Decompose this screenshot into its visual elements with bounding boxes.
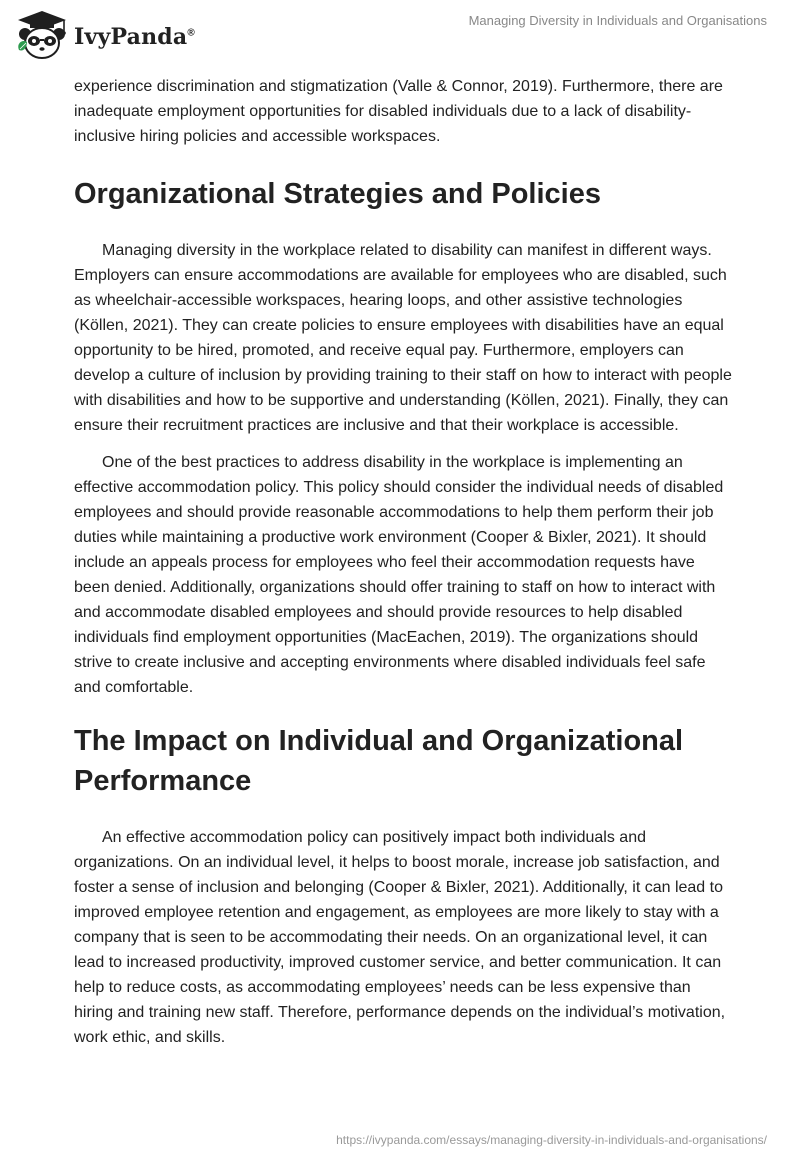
panda-graduate-icon — [14, 8, 70, 62]
paragraph: Managing diversity in the workplace related to disability can manifest in different ways. Employers can ensure accommodations are available for employees who are disabled, such as wheelchair-accessible workspaces, hearing loops, and other assistive technologies (Köllen, 2021). They can create policies to ensure employees with disabilities have an equal opportunity to be hired, promoted, and receive equal pay. Furthermore, employers can develop a culture of inclusion by providing training to their staff on how to interact with people with disabilities and how to be supportive and understanding (Köllen, 2021). Finally, they can ensure their recruitment practices are inclusive and that their workplace is accessible. — [74, 242, 732, 434]
paragraph: One of the best practices to address disability in the workplace is implementing an effective accommodation policy. This policy should consider the individual needs of disabled employees and should provide reasonable accommodations to help them perform their job duties while maintaining a productive work environment (Cooper & Bixler, 2021). It should include an appeals process for employees who feel their accommodation requests have been denied. Additionally, organizations should offer training to staff on how to interact with and accommodate disabled employees and should provide resources to help disabled individuals find employment opportunities (MacEachen, 2019). The organizations should strive to create inclusive and accepting environments where disabled individuals feel safe and comfortable. — [74, 454, 724, 696]
brand-name: IvyPanda® — [74, 24, 195, 50]
document-title: Managing Diversity in Individuals and Organisations — [468, 13, 767, 28]
page-header — [0, 0, 800, 70]
intro-paragraph: experience discrimination and stigmatization (Valle & Connor, 2019). Furthermore, there are inadequate employment opportunities for disabled individuals due to a lack of disability-inclusive hiring policies and accessible workspaces. — [74, 78, 723, 145]
essay-content — [74, 74, 734, 1050]
paragraph: An effective accommodation policy can positively impact both individuals and organizations. On an individual level, it helps to boost morale, increase job satisfaction, and foster a sense of inclusion and belonging (Cooper & Bixler, 2021). Additionally, it can lead to improved employee retention and engagement, as employees are more likely to stay with a company that is seen to be accommodating their needs. On an organizational level, it can lead to increased productivity, improved customer service, and better communication. It can help to reduce costs, as accommodating employees’ needs can be less expensive than hiring and training new staff. Therefore, performance depends on the individual’s motivation, work ethic, and skills. — [74, 829, 726, 1046]
registered-mark: ® — [187, 27, 195, 39]
section-heading-impact: The Impact on Individual and Organizational Performance — [74, 725, 684, 797]
section-heading-strategies: Organizational Strategies and Policies — [74, 178, 601, 210]
brand-logo[interactable] — [14, 8, 195, 62]
source-url[interactable]: https://ivypanda.com/essays/managing-diversity-in-individuals-and-organisations/ — [336, 1133, 767, 1147]
